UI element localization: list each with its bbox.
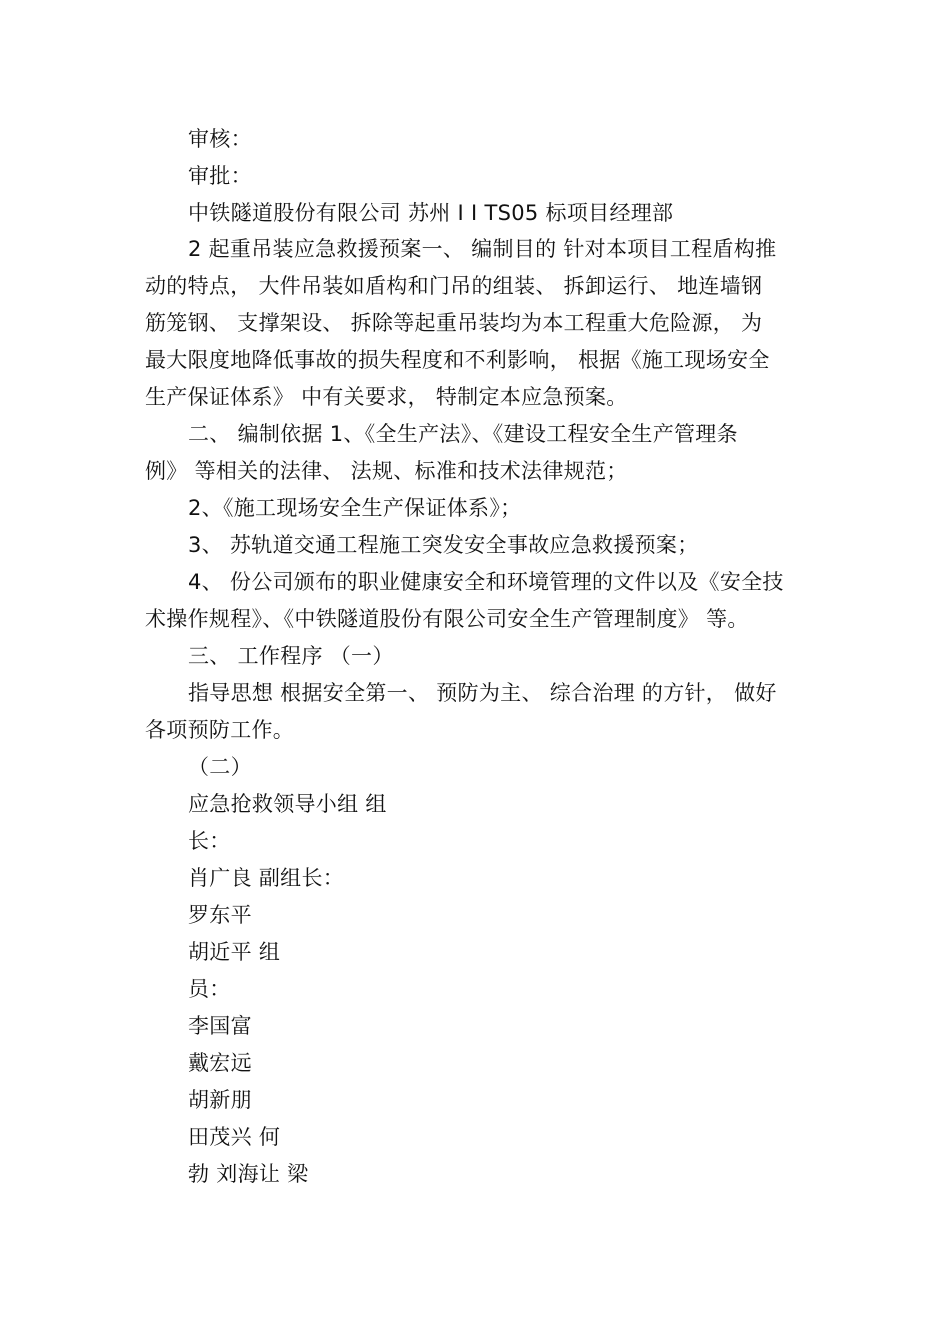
guideline-paragraph-line: 指导思想 根据安全第一、 预防为主、 综合治理 的方针， 做好 bbox=[188, 681, 777, 705]
leader-group-line: 应急抢救领导小组 组 bbox=[188, 792, 387, 816]
section2-paragraph-line: 2 起重吊装应急救援预案一、 编制目的 针对本项目工程盾构推 bbox=[188, 237, 777, 261]
basis-item-4-line: 术操作规程》、《中铁隧道股份有限公司安全生产管理制度》 等。 bbox=[145, 607, 749, 631]
section2-paragraph-line: 筋笼钢、 支撑架设、 拆除等起重吊装均为本工程重大危险源， 为 bbox=[145, 311, 763, 335]
procedure-title: 三、 工作程序 （一） bbox=[188, 644, 394, 668]
section2-paragraph-line: 生产保证体系》 中有关要求， 特制定本应急预案。 bbox=[145, 385, 628, 409]
member-label: 员： bbox=[188, 977, 231, 1001]
basis-item-2: 2、《施工现场安全生产保证体系》； bbox=[188, 496, 522, 520]
member-name: 罗东平 bbox=[188, 903, 252, 927]
member-name: 勃 刘海让 梁 bbox=[188, 1162, 309, 1186]
basis-paragraph-line: 例》 等相关的法律、 法规、标准和技术法律规范； bbox=[145, 459, 628, 483]
review-label: 审核： bbox=[188, 127, 252, 151]
organization-line: 中铁隧道股份有限公司 苏州 I I TS05 标项目经理部 bbox=[188, 201, 674, 225]
member-name: 胡近平 组 bbox=[188, 940, 281, 964]
subsection-two-label: （二） bbox=[188, 755, 252, 779]
section2-paragraph-line: 动的特点， 大件吊装如盾构和门吊的组装、 拆卸运行、 地连墙钢 bbox=[145, 274, 763, 298]
basis-item-4-line: 4、 份公司颁布的职业健康安全和环境管理的文件以及《安全技 bbox=[188, 570, 784, 594]
basis-item-3: 3、 苏轨道交通工程施工突发安全事故应急救援预案； bbox=[188, 533, 699, 557]
member-name: 胡新朋 bbox=[188, 1088, 252, 1112]
member-name: 戴宏远 bbox=[188, 1051, 252, 1075]
member-name: 李国富 bbox=[188, 1014, 252, 1038]
approve-label: 审批： bbox=[188, 164, 252, 188]
basis-paragraph-line: 二、 编制依据 1、《全生产法》、《建设工程安全生产管理条 bbox=[188, 422, 738, 446]
deputy-line: 肖广良 副组长： bbox=[188, 866, 345, 890]
section2-paragraph-line: 最大限度地降低事故的损失程度和不利影响， 根据《施工现场安全 bbox=[145, 348, 770, 372]
leader-label: 长： bbox=[188, 829, 231, 853]
guideline-paragraph-line: 各项预防工作。 bbox=[145, 718, 295, 742]
member-name: 田茂兴 何 bbox=[188, 1125, 281, 1149]
